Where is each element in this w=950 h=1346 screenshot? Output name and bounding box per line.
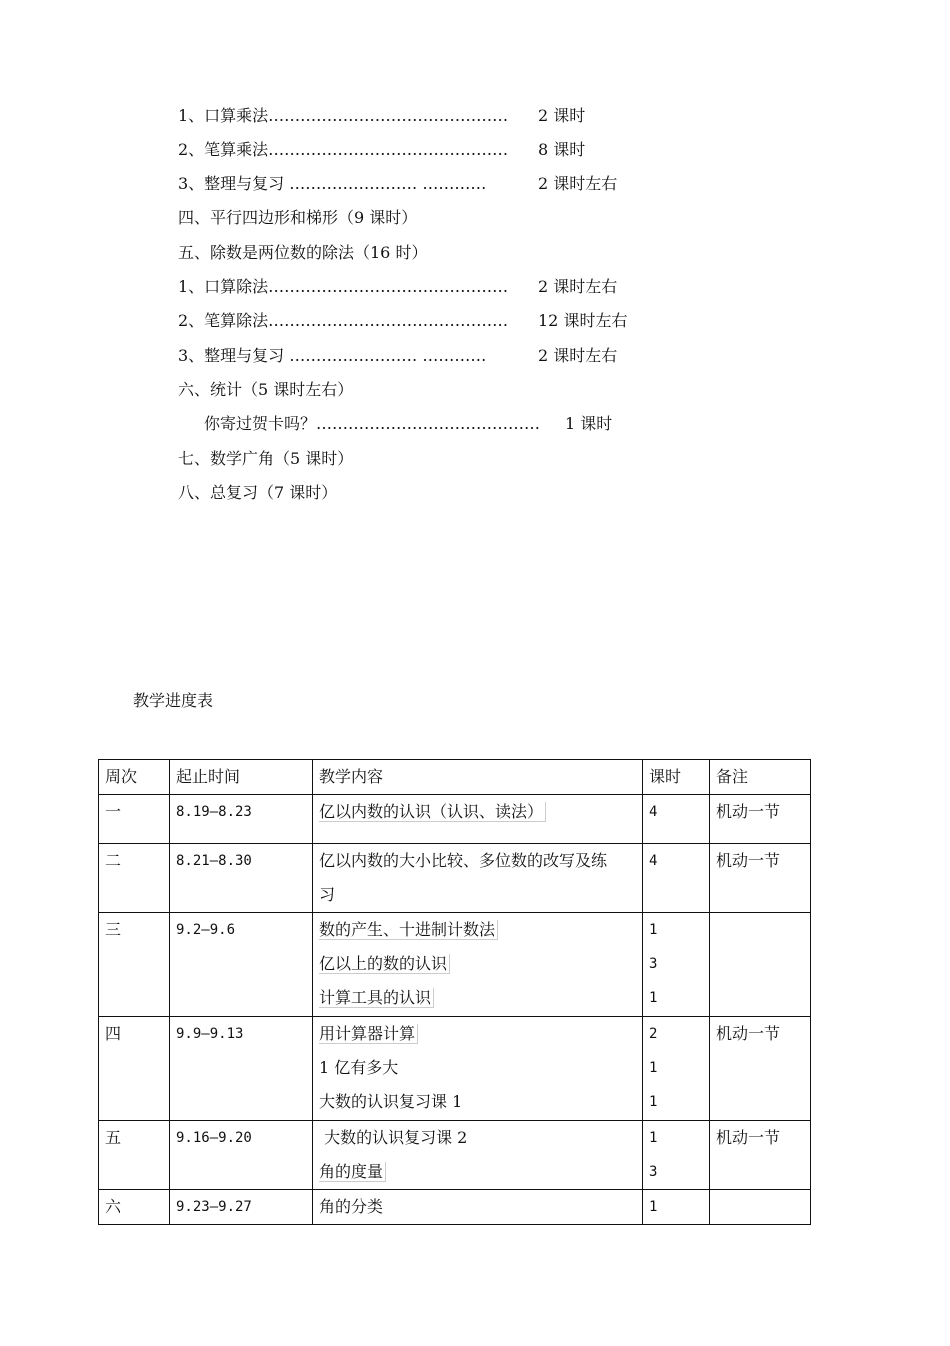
outline-label: 3、整理与复习 …………………… ………… [178,174,487,193]
cell-hours [643,795,710,844]
outline-value: 12 课时左右 [538,311,628,330]
cell-hours [643,913,710,1017]
cell-hours [643,1121,710,1190]
hours-value: 3 [649,956,658,972]
schedule-table [98,759,811,1225]
cell-note: 机动一节 [710,1121,811,1190]
outline-label: 你寄过贺卡吗？…………………………………… [204,414,541,433]
cell-content [313,1017,643,1121]
outline-label: 3、整理与复习 …………………… ………… [178,346,487,365]
outline-value: 8 课时 [538,140,586,159]
cell-note: 机动一节 [710,795,811,844]
cell-week: 二 [99,844,170,913]
cell-dates: 9.9—9.13 [170,1017,313,1121]
outline-label: 2、笔算除法……………………………………… [178,311,509,330]
cell-content [313,844,643,913]
outline-value: 2 课时左右 [538,277,618,296]
outline-label: 1、口算除法……………………………………… [178,277,509,296]
hours-value: 4 [649,853,658,869]
cell-dates: 9.23—9.27 [170,1190,313,1225]
outline-label: 七、数学广角（5 课时） [178,449,354,468]
content-line: 用计算器计算 [319,1024,418,1044]
content-line: 亿以内数的认识（认识、读法） [319,802,546,822]
header-note: 备注 [710,760,811,795]
table-title: 教学进度表 [133,691,214,710]
cell-note: 机动一节 [710,1017,811,1121]
cell-content [313,1190,643,1225]
cell-week: 五 [99,1121,170,1190]
hours-value: 2 [649,1026,658,1042]
hours-value: 1 [649,922,658,938]
header-hours: 课时 [643,760,710,795]
content-line: 计算工具的认识 [319,988,434,1008]
cell-note [710,1190,811,1225]
hours-value: 3 [649,1164,658,1180]
header-content: 教学内容 [313,760,643,795]
outline-label: 八、总复习（7 课时） [178,483,338,502]
header-dates: 起止时间 [170,760,313,795]
content-line: 习 [319,885,336,904]
content-line: 大数的认识复习课 2 [319,1128,468,1147]
cell-hours [643,844,710,913]
cell-week: 六 [99,1190,170,1225]
cell-hours [643,1190,710,1225]
header-week: 周次 [99,760,170,795]
content-line: 角的分类 [319,1197,384,1216]
content-line: 亿以上的数的认识 [319,954,450,974]
table-row [99,1017,811,1121]
hours-value: 1 [649,1060,658,1076]
outline-value: 2 课时左右 [538,174,618,193]
cell-note [710,913,811,1017]
content-line: 角的度量 [319,1162,386,1182]
table-row [99,1190,811,1225]
hours-value: 1 [649,1130,658,1146]
table-row [99,844,811,913]
cell-content [313,913,643,1017]
cell-dates: 9.2—9.6 [170,913,313,1017]
table-row [99,913,811,1017]
cell-content [313,795,643,844]
cell-note: 机动一节 [710,844,811,913]
outline-label: 四、平行四边形和梯形（9 课时） [178,208,418,227]
cell-content [313,1121,643,1190]
table-header-row [99,760,811,795]
outline-label: 2、笔算乘法……………………………………… [178,140,509,159]
outline-value: 2 课时 [538,106,586,125]
cell-week: 三 [99,913,170,1017]
outline-label: 五、除数是两位数的除法（16 时） [178,243,428,262]
cell-week: 四 [99,1017,170,1121]
outline-label: 六、统计（5 课时左右） [178,380,354,399]
hours-value: 4 [649,804,658,820]
cell-week: 一 [99,795,170,844]
outline-label: 1、口算乘法……………………………………… [178,106,509,125]
content-line: 大数的认识复习课 1 [319,1092,463,1111]
table-row [99,795,811,844]
cell-hours [643,1017,710,1121]
cell-dates: 8.19—8.23 [170,795,313,844]
hours-value: 1 [649,1199,658,1215]
table-row [99,1121,811,1190]
outline-value: 1 课时 [565,414,613,433]
cell-dates: 9.16—9.20 [170,1121,313,1190]
cell-dates: 8.21—8.30 [170,844,313,913]
hours-value: 1 [649,1094,658,1110]
content-line: 数的产生、十进制计数法 [319,920,498,940]
content-line: 1 亿有多大 [319,1058,399,1077]
content-line: 亿以内数的大小比较、多位数的改写及练 [319,851,608,870]
hours-value: 1 [649,990,658,1006]
outline-value: 2 课时左右 [538,346,618,365]
